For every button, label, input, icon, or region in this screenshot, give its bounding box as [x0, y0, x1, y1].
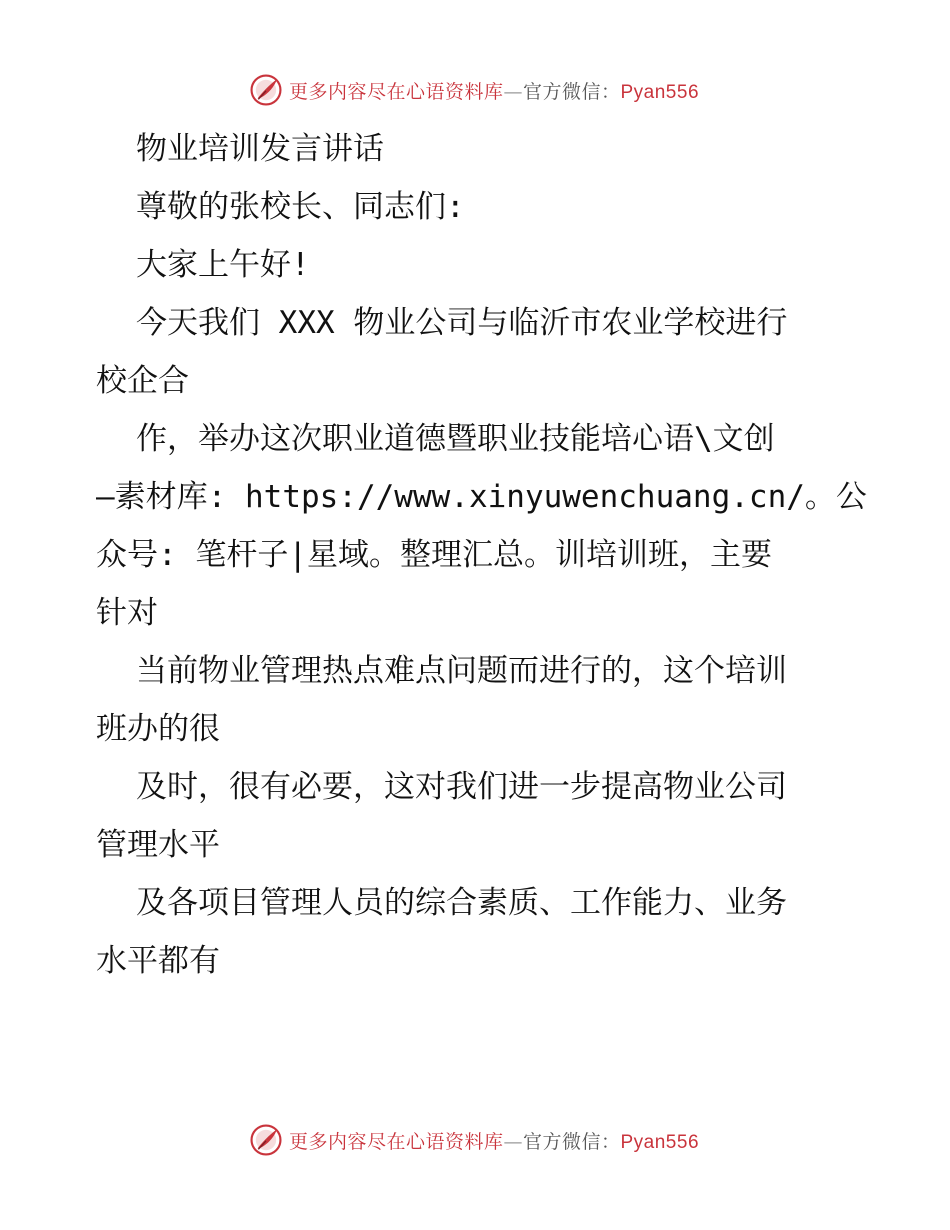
doc-line: 及各项目管理人员的综合素质、工作能力、业务	[136, 885, 787, 921]
banner-separator: —	[503, 1130, 523, 1153]
doc-line: 针对	[96, 595, 158, 631]
doc-line: 当前物业管理热点难点问题而进行的，这个培训	[136, 653, 787, 689]
header-banner-inner	[249, 73, 699, 107]
doc-line: 作，举办这次职业道德暨职业技能培心语\文创	[136, 421, 775, 457]
doc-line: —素材库: https://www.xinyuwenchuang.cn/。公	[96, 479, 867, 515]
banner-text	[289, 77, 699, 104]
doc-line: 今天我们 XXX 物业公司与临沂市农业学校进行	[136, 305, 788, 341]
doc-title: 物业培训发言讲话	[136, 131, 384, 167]
footer-banner-inner	[249, 1123, 699, 1157]
doc-line: 众号: 笔杆子|星域。整理汇总。训培训班，主要	[96, 537, 772, 573]
header-banner	[0, 70, 950, 110]
banner-separator: —	[503, 80, 523, 103]
banner-wechat-label: 官方微信：	[522, 80, 621, 103]
doc-line: 大家上午好!	[136, 247, 310, 283]
quill-logo-icon	[249, 1123, 283, 1157]
banner-brand: 更多内容尽在心语资料库	[288, 1130, 504, 1153]
banner-text	[289, 1127, 699, 1154]
banner-wechat-id: Pyan556	[620, 81, 700, 103]
doc-line: 班办的很	[96, 711, 220, 747]
doc-line: 水平都有	[96, 943, 220, 979]
banner-wechat-label: 官方微信：	[522, 1130, 621, 1153]
banner-brand: 更多内容尽在心语资料库	[288, 80, 504, 103]
doc-line: 管理水平	[96, 827, 220, 863]
doc-line: 及时，很有必要，这对我们进一步提高物业公司	[136, 769, 787, 805]
banner-wechat-id: Pyan556	[620, 1131, 700, 1153]
quill-logo-icon	[249, 73, 283, 107]
document-body	[96, 120, 866, 990]
footer-banner	[0, 1120, 950, 1160]
doc-line: 尊敬的张校长、同志们:	[136, 189, 465, 225]
doc-line: 校企合	[96, 363, 189, 399]
